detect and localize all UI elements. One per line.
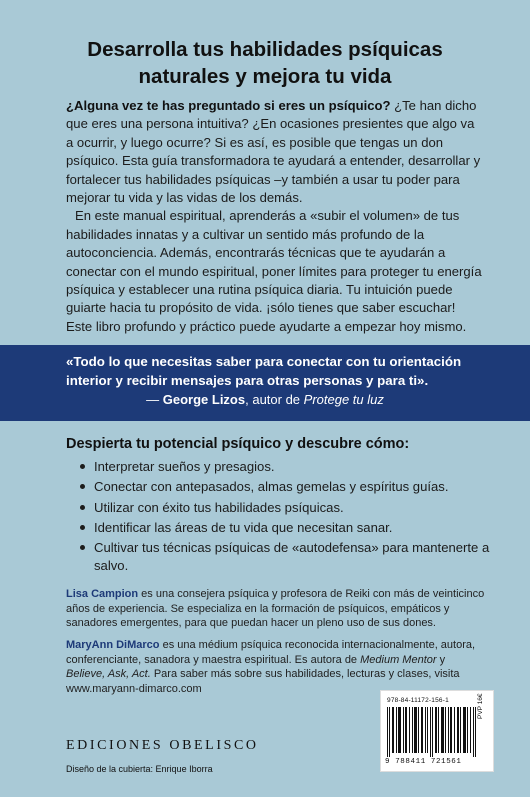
book-title: Believe, Ask, Act. (66, 668, 151, 681)
price-label: PVP 16€ (477, 693, 484, 719)
barcode-digits: 9 788411 721561 (385, 758, 462, 766)
author-name: MaryAnn DiMarco (66, 639, 160, 651)
feature-text: Conectar con antepasados, almas gemelas y espíritus guías. (94, 479, 449, 495)
bullet-icon (80, 505, 85, 510)
publisher-logo: EDICIONES OBELISCO (66, 738, 259, 753)
author-name: Lisa Campion (66, 588, 139, 600)
author-bio-text: es una consejera psíquica y profesora de Reiki con más de veinticinco años de experiencia. Se especializa en la formación de psíquicos, empáticos y sanadores emergentes, para que puedan hacer un pleno uso de sus dones. (66, 588, 485, 630)
testimonial-book-title: Protege tu luz (303, 392, 384, 407)
intro-lead-question: ¿Alguna vez te has preguntado si eres un psíquico? (66, 98, 391, 113)
feature-item (80, 539, 490, 576)
features-list (80, 458, 490, 578)
feature-text: Cultivar tus técnicas psíquicas de «autodefensa» para mantenerte a salvo. (94, 540, 490, 574)
book-title: Medium Mentor (360, 653, 437, 666)
isbn-number: 978-84-11172-156-1 (387, 697, 449, 704)
intro-text (66, 97, 484, 336)
bullet-icon (80, 484, 85, 489)
feature-item (80, 499, 490, 517)
author-bio-text: y (436, 653, 446, 666)
intro-paragraph-2: En este manual espiritual, aprenderás a «subir el volumen» de tus habilidades innatas y a cultivar un sentido más profundo de la autoconciencia. Además, encontrarás técnicas que te ayudarán a conectar con el mundo espiritual, poner límites para proteger tu energía psíquica y establecer una rutina psíquica diaria. Tu intuición puede guiarte hacia tu propósito de vida. ¡sólo tienes que saber escuchar! Este libro profundo y práctico puede ayudarte a empezar hoy mismo. (66, 208, 482, 334)
author-bio-maryann-dimarco (66, 638, 486, 696)
bullet-icon (80, 525, 85, 530)
headline-line-2: naturales y mejora tu vida (138, 65, 392, 88)
testimonial-author: George Lizos (162, 392, 246, 407)
headline-line-1: Desarrolla tus habilidades psíquicas (87, 38, 443, 61)
cover-design-credit: Diseño de la cubierta: Enrique Iborra (66, 764, 213, 774)
testimonial-attribution (0, 391, 530, 409)
author-bio-text: Para saber más sobre sus habilidades, lecturas y clases, visita www.maryann-dimarco.com (66, 668, 460, 695)
features-heading: Despierta tu potencial psíquico y descubre cómo: (66, 436, 410, 452)
testimonial-quote: «Todo lo que necesitas saber para conectar con tu orientación interior y recibir mensajes para otras personas y para ti». (66, 354, 462, 388)
feature-item (80, 519, 490, 537)
testimonial-author-role: , autor de (245, 392, 304, 407)
intro-lead-rest: ¿Te han dicho que eres una persona intuitiva? ¿En ocasiones presientes que algo va a ocurrir, y luego ocurre? Si es así, es posible que tengas un don psíquico. Esta guía transformadora te ayudará a entender, desarrollar y fortalecer tus habilidades psíquicas –y también a usar tu poder para mejorar tu vida y las vidas de los demás. (66, 98, 481, 206)
feature-text: Interpretar sueños y presagios. (94, 459, 275, 474)
feature-text: Utilizar con éxito tus habilidades psíquicas. (94, 499, 344, 515)
barcode-label (380, 690, 494, 772)
author-bio-text: es una médium psíquica reconocida internacionalmente, autora, conferenciante, sanadora y maestra espiritual. Es autora de (66, 639, 476, 666)
bullet-icon (80, 545, 85, 550)
feature-text: Identificar las áreas de tu vida que necesitan sanar. (94, 519, 393, 535)
intro-paragraph-1 (66, 97, 484, 207)
bullet-icon (80, 464, 85, 469)
back-cover-headline (0, 36, 530, 90)
feature-item (80, 478, 490, 496)
testimonial-band (0, 345, 530, 421)
attribution-dash: — (146, 392, 163, 407)
feature-item (80, 458, 490, 476)
author-bio-lisa-campion (66, 587, 486, 631)
barcode-graphic (387, 707, 477, 757)
